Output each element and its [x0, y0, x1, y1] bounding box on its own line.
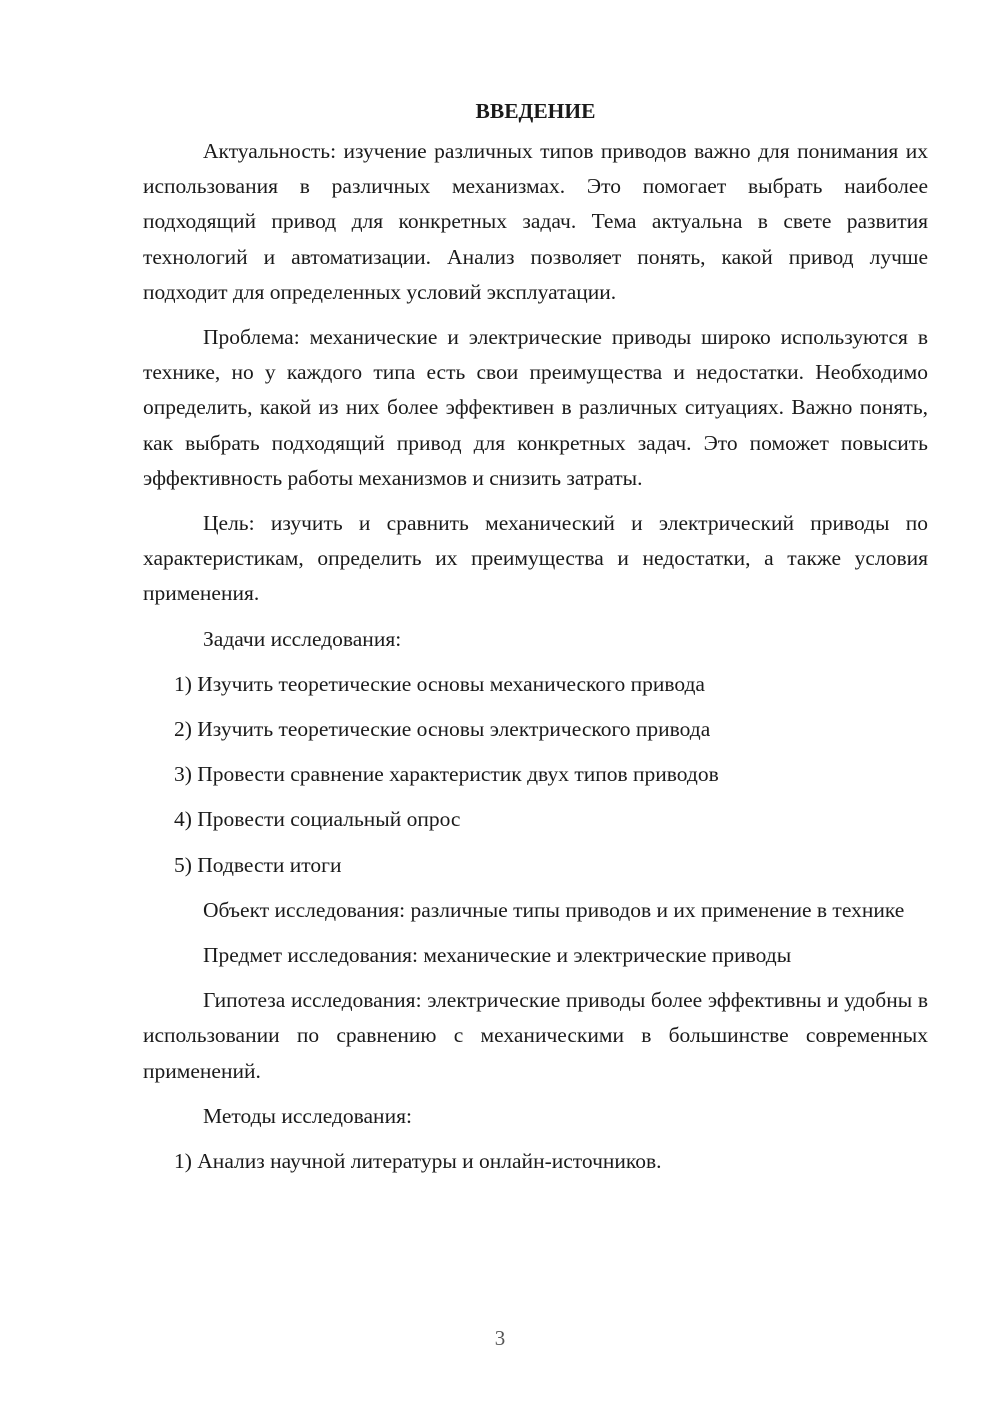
relevance-paragraph: Актуальность: изучение различных типов приводов важно для понимания их использования в различных механизмах. Это помогает выбрать наиболее подходящий привод для конкретных задач. Тема актуальна в свете развития технологий и автоматизации. Анализ позволяет понять, какой привод лучше подходит для определенных условий эксплуатации.: [143, 139, 928, 304]
task-item: 2) Изучить теоретические основы электрического привода: [174, 717, 711, 742]
task-item: 4) Провести социальный опрос: [174, 807, 461, 832]
task-item: 3) Провести сравнение характеристик двух типов приводов: [174, 762, 719, 787]
methods-heading: Методы исследования:: [203, 1103, 412, 1128]
hypothesis-paragraph: Гипотеза исследования: электрические приводы более эффективны и удобны в использовании по сравнению с механическими в большинстве современных применений.: [143, 988, 928, 1083]
subject-paragraph: Предмет исследования: механические и электрические приводы: [203, 943, 792, 968]
tasks-heading: Задачи исследования:: [203, 626, 402, 651]
page-number: 3: [494, 1326, 506, 1350]
section-title: ВВЕДЕНИЕ: [475, 99, 596, 123]
task-item: 1) Изучить теоретические основы механического привода: [174, 671, 705, 696]
problem-paragraph: Проблема: механические и электрические приводы широко используются в технике, но у каждого типа есть свои преимущества и недостатки. Необходимо определить, какой из них более эффективен в различных ситуациях. Важно понять, как выбрать подходящий привод для конкретных задач. Это поможет повысить эффективность работы механизмов и снизить затраты.: [143, 325, 928, 490]
goal-paragraph: Цель: изучить и сравнить механический и электрический приводы по характеристикам, определить их преимущества и недостатки, а также условия применения.: [143, 511, 928, 606]
method-item: 1) Анализ научной литературы и онлайн-источников.: [174, 1149, 662, 1174]
object-paragraph: Объект исследования: различные типы приводов и их применение в технике: [203, 897, 905, 922]
task-item: 5) Подвести итоги: [174, 852, 342, 877]
document-page: [143, 94, 928, 1189]
